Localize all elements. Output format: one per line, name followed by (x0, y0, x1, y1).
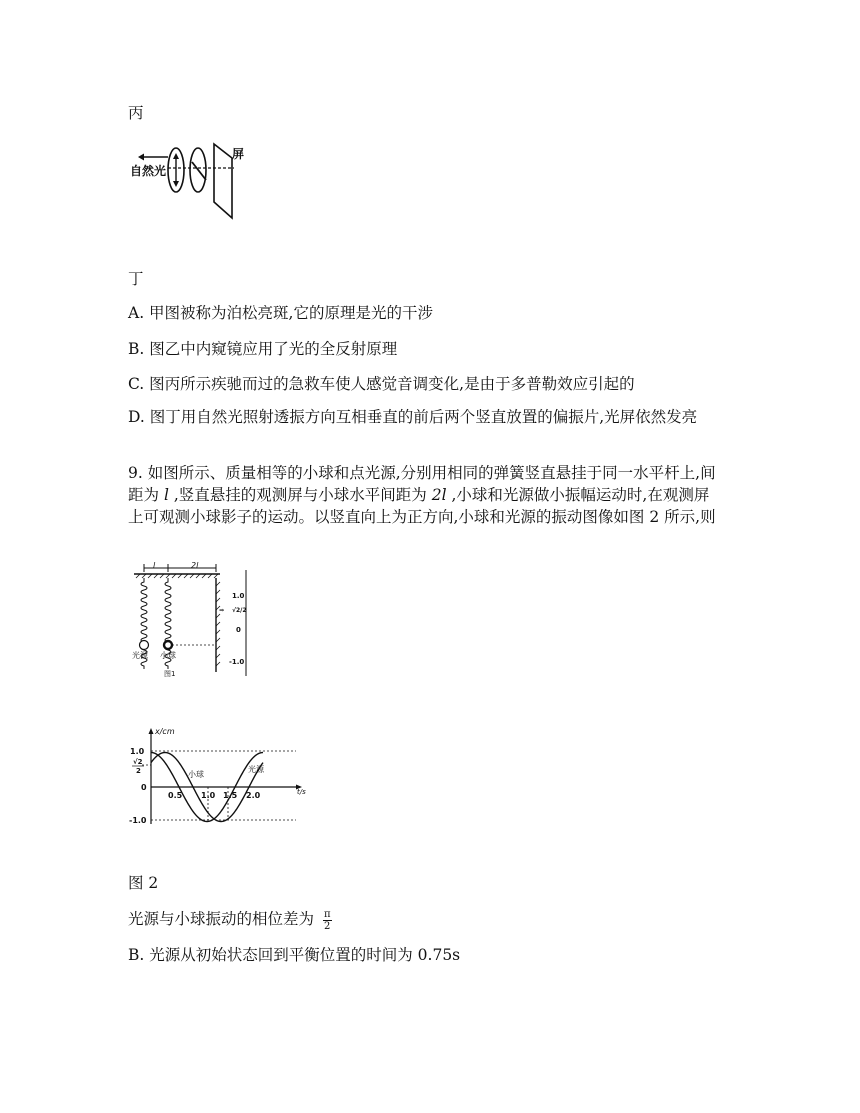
svg-text:⇛: ⇛ (219, 607, 225, 614)
fig2-label-ball: 小球 (188, 770, 204, 779)
fig1-dim-2l: 2l (191, 561, 199, 570)
option-b-time: B. 光源从初始状态回到平衡位置的时间为 0.75s (128, 946, 461, 964)
fig2-ytick-top: 1.0 (130, 747, 145, 756)
fig2-xtick-0.5: 0.5 (168, 791, 183, 800)
fig2-xlabel: t/s (297, 788, 306, 796)
q9-part3: ,小球和光源做小振幅运动时,在观测屏上可观测小球影子的运动。以竖直向上为正方向,小球和光源的振动图像如图 2 所示,则 (128, 486, 716, 526)
figure-2-caption: 图 2 (128, 874, 159, 892)
fig1-ball: 小球 (160, 651, 176, 660)
frac-den: 2 (324, 920, 331, 932)
pi-over-2-fraction (323, 909, 332, 932)
fig2-label-source: 光源 (248, 765, 264, 774)
option-c: C. 图丙所示疾驰而过的急救车使人感觉音调变化,是由于多普勒效应引起的 (128, 375, 635, 393)
label-bing: 丙 (128, 104, 144, 122)
fig2-ytick-zero: 0 (141, 783, 147, 792)
option-d: D. 图丁用自然光照射透振方向互相垂直的前后两个竖直放置的偏振片,光屏依然发亮 (128, 408, 698, 426)
option-a: A. 甲图被称为泊松亮斑,它的原理是光的干涉 (128, 304, 433, 322)
q9-part1: 9. 如图所示、质量相等的小球和点光源,分别用相同的弹簧竖直悬挂于同一水平杆上,间距为 (128, 464, 716, 504)
fig1-light-source: 光源 (132, 651, 148, 660)
polarizer-figure (128, 140, 258, 222)
label-ding: 丁 (128, 270, 144, 288)
option-b: B. 图乙中内窥镜应用了光的全反射原理 (128, 340, 398, 358)
fig1-tick-sqrt: √2/2 (232, 607, 247, 614)
fig2-xtick-1.5: 1.5 (223, 791, 238, 800)
fig2-ytick-sqrt: √2 (133, 758, 143, 766)
figure-2-vibration-graph (118, 724, 314, 832)
fig1-tick-top: 1.0 (232, 592, 245, 600)
fig2-xtick-2.0: 2.0 (246, 791, 261, 800)
fig2-xtick-1.0: 1.0 (201, 791, 216, 800)
fig1-dim-l: l (153, 561, 156, 570)
fig1-caption: 图1 (164, 670, 176, 678)
phase-text: 光源与小球振动的相位差为 (128, 910, 319, 928)
option-phase-difference (128, 908, 728, 932)
figure-1 (128, 560, 268, 682)
question-9 (128, 462, 724, 528)
fig2-ylabel: x/cm (155, 727, 175, 736)
fig2-ytick-bottom: -1.0 (129, 816, 147, 825)
fig1-tick-bottom: -1.0 (229, 658, 245, 666)
fig2-ytick-sqrt-den: 2 (136, 767, 141, 775)
q9-var-l: l (163, 486, 169, 504)
fig1-tick-zero: 0 (236, 626, 241, 634)
q9-part2: ,竖直悬挂的观测屏与小球水平间距为 (168, 486, 432, 504)
screen-label: 屏 (232, 147, 245, 161)
frac-num: π (323, 908, 331, 920)
natural-light-label: 自然光 (130, 164, 167, 178)
q9-var-2l: 2l (431, 486, 447, 504)
